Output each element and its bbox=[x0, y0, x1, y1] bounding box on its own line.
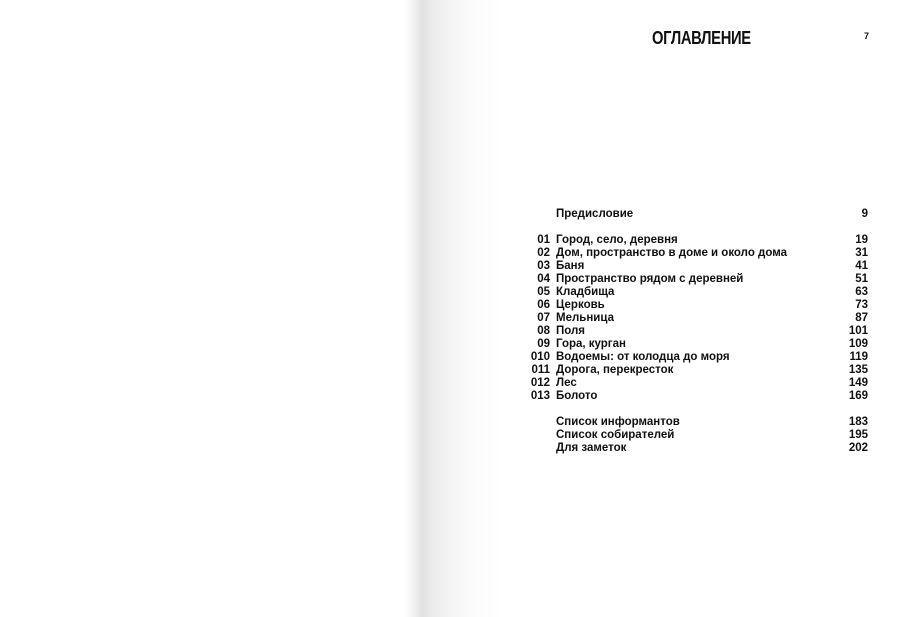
toc-label: Город, село, деревня bbox=[556, 234, 678, 246]
toc-row[interactable] bbox=[520, 416, 868, 429]
toc-label: Список собирателей bbox=[556, 429, 675, 441]
page-title: ОГЛАВЛЕНИЕ bbox=[652, 28, 751, 48]
toc-row[interactable] bbox=[520, 286, 868, 299]
toc-page: 73 bbox=[855, 299, 868, 311]
toc-page: 109 bbox=[848, 338, 868, 350]
toc-number: 05 bbox=[537, 286, 550, 298]
toc-page: 183 bbox=[848, 416, 868, 428]
toc-page: 169 bbox=[848, 390, 868, 402]
toc-label: Пространство рядом с деревней bbox=[556, 273, 744, 285]
toc-page: 51 bbox=[855, 273, 868, 285]
toc-chapters bbox=[520, 234, 868, 403]
toc-row-preface[interactable] bbox=[520, 208, 868, 221]
toc-label: Лес bbox=[556, 377, 577, 389]
toc-row[interactable] bbox=[520, 377, 868, 390]
toc-row[interactable] bbox=[520, 390, 868, 403]
toc-spacer bbox=[520, 221, 868, 234]
toc-number: 02 bbox=[537, 247, 550, 259]
toc-number: 01 bbox=[537, 234, 550, 246]
toc-label: Поля bbox=[556, 325, 586, 337]
toc-row[interactable] bbox=[520, 351, 868, 364]
toc-page: 195 bbox=[848, 429, 868, 441]
toc-spacer bbox=[520, 403, 868, 416]
page-number: 7 bbox=[864, 31, 870, 41]
toc-label: Гора, курган bbox=[556, 338, 626, 350]
toc-row[interactable] bbox=[520, 247, 868, 260]
toc-row[interactable] bbox=[520, 364, 868, 377]
toc-page: 31 bbox=[855, 247, 868, 259]
toc-number: 010 bbox=[530, 351, 550, 363]
toc-label: Болото bbox=[556, 390, 598, 402]
toc-page: 202 bbox=[848, 442, 868, 454]
toc-page: 87 bbox=[855, 312, 868, 324]
toc-number: 03 bbox=[537, 260, 550, 272]
toc-row[interactable] bbox=[520, 299, 868, 312]
toc-page: 149 bbox=[848, 377, 868, 389]
toc-row[interactable] bbox=[520, 338, 868, 351]
toc-row[interactable] bbox=[520, 429, 868, 442]
toc-page: 101 bbox=[848, 325, 868, 337]
toc-label: Церковь bbox=[556, 299, 605, 311]
toc-page: 63 bbox=[855, 286, 868, 298]
toc-number: 09 bbox=[537, 338, 550, 350]
toc-row[interactable] bbox=[520, 312, 868, 325]
toc-page: 19 bbox=[855, 234, 868, 246]
table-of-contents bbox=[520, 208, 868, 455]
toc-page: 41 bbox=[855, 260, 868, 272]
toc-label: Список информантов bbox=[556, 416, 680, 428]
toc-label: Для заметок bbox=[556, 442, 627, 454]
toc-appendix bbox=[520, 416, 868, 455]
toc-number: 012 bbox=[530, 377, 550, 389]
toc-page: 9 bbox=[861, 208, 868, 220]
toc-label: Предисловие bbox=[556, 208, 634, 220]
toc-number: 08 bbox=[537, 325, 550, 337]
toc-number: 06 bbox=[537, 299, 550, 311]
toc-page: 119 bbox=[849, 351, 868, 363]
toc-number: 07 bbox=[537, 312, 550, 324]
toc-number: 013 bbox=[530, 390, 550, 402]
toc-label: Баня bbox=[556, 260, 585, 272]
toc-label: Водоемы: от колодца до моря bbox=[556, 351, 730, 363]
toc-number: 04 bbox=[537, 273, 550, 285]
toc-label: Кладбища bbox=[556, 286, 615, 298]
toc-number: 011 bbox=[531, 364, 550, 376]
toc-label: Мельница bbox=[556, 312, 614, 324]
toc-row[interactable] bbox=[520, 260, 868, 273]
toc-row[interactable] bbox=[520, 273, 868, 286]
toc-label: Дорога, перекресток bbox=[556, 364, 674, 376]
toc-label: Дом, пространство в доме и около дома bbox=[556, 247, 787, 259]
left-page bbox=[0, 0, 412, 617]
toc-row[interactable] bbox=[520, 234, 868, 247]
toc-page: 135 bbox=[848, 364, 868, 376]
toc-row[interactable] bbox=[520, 325, 868, 338]
toc-row[interactable] bbox=[520, 442, 868, 455]
